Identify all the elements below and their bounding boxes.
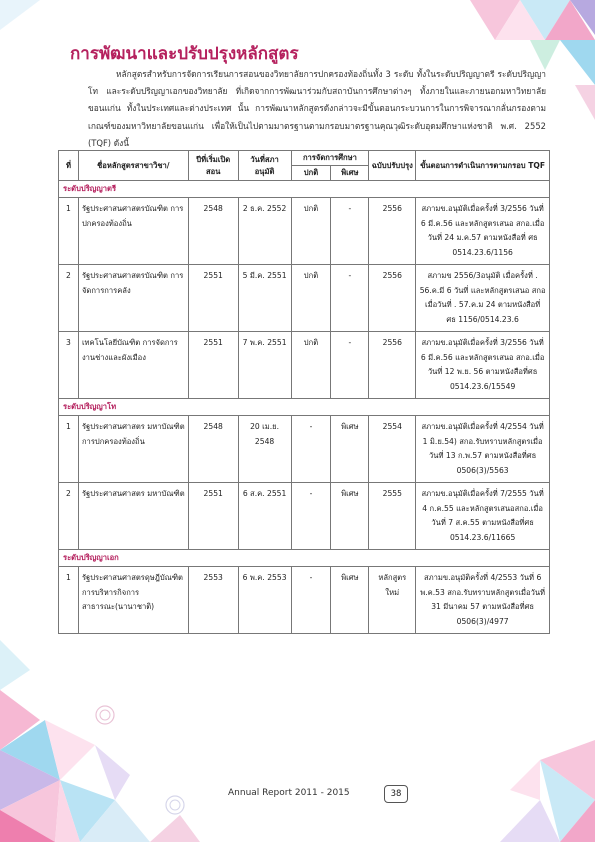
table-row [59, 198, 550, 265]
cell-start: 2551 [188, 483, 238, 550]
cell-name: รัฐประศาสนศาสตรบัณฑิต การจัดการการคลัง [78, 265, 188, 332]
cell-no: 1 [59, 567, 79, 634]
cell-revision: 2555 [369, 483, 416, 550]
page-title: การพัฒนาและปรับปรุงหลักสูตร [70, 44, 299, 64]
cell-approve: 6 พ.ค. 2553 [238, 567, 291, 634]
cell-normal: ปกติ [291, 198, 331, 265]
cell-special: - [331, 198, 369, 265]
cell-special: พิเศษ [331, 416, 369, 483]
section-label: ระดับปริญญาตรี [59, 181, 550, 198]
cell-approve: 7 พ.ค. 2551 [238, 332, 291, 399]
cell-process: สภามข.อนุมัติเมื่อครั้งที่ 3/2556 วันที่ 6 มี.ค.56 และหลักสูตรเสนอ สกอ.เมื่อวันที่ 24 ม.ค.57 ตามหนังสือที่ ศธ 0514.23.6/1156 [416, 198, 550, 265]
cell-approve: 20 เม.ย. 2548 [238, 416, 291, 483]
cell-no: 2 [59, 265, 79, 332]
header-process: ขั้นตอนการดำเนินการตามกรอบ TQF [416, 151, 550, 181]
cell-normal: ปกติ [291, 332, 331, 399]
cell-no: 3 [59, 332, 79, 399]
table-row [59, 265, 550, 332]
cell-process: สภามข.อนุมัติครั้งที่ 4/2553 วันที่ 6 พ.ค.53 สกอ.รับทราบหลักสูตรเมื่อวันที่ 31 มีนาคม 57 ตามหนังสือที่ศธ 0506(3)/4977 [416, 567, 550, 634]
header-special: พิเศษ [331, 166, 369, 181]
section-row-master [59, 399, 550, 416]
cell-special: - [331, 265, 369, 332]
cell-name: รัฐประศาสนศาสตรบัณฑิต การปกครองท้องถิ่น [78, 198, 188, 265]
header-mode: การจัดการศึกษา [291, 151, 369, 166]
table-row [59, 567, 550, 634]
section-label: ระดับปริญญาโท [59, 399, 550, 416]
cell-start: 2548 [188, 198, 238, 265]
cell-no: 1 [59, 416, 79, 483]
table-row [59, 332, 550, 399]
table-row [59, 416, 550, 483]
section-row-doctoral [59, 550, 550, 567]
header-normal: ปกติ [291, 166, 331, 181]
section-row-bachelor [59, 181, 550, 198]
cell-special: - [331, 332, 369, 399]
cell-approve: 5 มี.ค. 2551 [238, 265, 291, 332]
cell-start: 2551 [188, 265, 238, 332]
cell-revision: 2556 [369, 332, 416, 399]
cell-revision: หลักสูตรใหม่ [369, 567, 416, 634]
header-name: ชื่อหลักสูตรสาขาวิชา/ [78, 151, 188, 181]
header-revision: ฉบับปรับปรุง [369, 151, 416, 181]
curriculum-table [58, 150, 550, 634]
cell-normal: - [291, 483, 331, 550]
header-start: ปีที่เริ่มเปิดสอน [188, 151, 238, 181]
header-approve: วันที่สภาอนุมัติ [238, 151, 291, 181]
section-label: ระดับปริญญาเอก [59, 550, 550, 567]
page-number: 38 [384, 785, 408, 803]
cell-revision: 2556 [369, 198, 416, 265]
cell-name: รัฐประศาสนศาสตรดุษฎีบัณฑิต การบริหารกิจการสาธารณะ(นานาชาติ) [78, 567, 188, 634]
cell-no: 1 [59, 198, 79, 265]
cell-normal: - [291, 567, 331, 634]
cell-approve: 6 ส.ค. 2551 [238, 483, 291, 550]
cell-normal: - [291, 416, 331, 483]
cell-normal: ปกติ [291, 265, 331, 332]
cell-name: รัฐประศาสนศาสตร มหาบัณฑิต [78, 483, 188, 550]
cell-start: 2551 [188, 332, 238, 399]
cell-start: 2553 [188, 567, 238, 634]
cell-name: เทคโนโลยีบัณฑิต การจัดการงานช่างและผังเมือง [78, 332, 188, 399]
table-row [59, 483, 550, 550]
cell-process: สภามข.อนุมัติเมื่อครั้งที่ 3/2556 วันที่ 6 มี.ค.56 และหลักสูตรเสนอ สกอ.เมื่อวันที่ 12 พ.ย. 56 ตามหนังสือที่ศธ 0514.23.6/15549 [416, 332, 550, 399]
cell-start: 2548 [188, 416, 238, 483]
intro-paragraph: หลักสูตรสำหรับการจัดการเรียนการสอนของวิทยาลัยการปกครองท้องถิ่นทั้ง 3 ระดับ ทั้งในระดับปริญญาตรี ระดับปริญญาโท และระดับปริญญาเอกของวิทยาลัย ที่เกิดจากการพัฒนาร่วมกับสถาบันการศึกษาต่างๆ ทั้งภายในและภายนอกมหาวิทยาลัยขอนแก่น ทั้งในประเทศและต่างประเทศ นั้น การพัฒนาหลักสูตรดังกล่าวจะมีขั้นตอนกระบวนการในการพิจารณากลั่นกรองตามเกณฑ์ของมหาวิทยาลัยขอนแก่น เพื่อให้เป็นไปตามมาตรฐานตามกรอบมาตรฐานคุณวุฒิระดับอุดมศึกษาแห่งชาติ พ.ศ. 2552 (TQF) ดังนี้ [88, 69, 546, 148]
cell-revision: 2556 [369, 265, 416, 332]
footer-report-label: Annual Report 2011 - 2015 [228, 788, 350, 798]
cell-no: 2 [59, 483, 79, 550]
cell-special: พิเศษ [331, 567, 369, 634]
header-no: ที่ [59, 151, 79, 181]
cell-approve: 2 ธ.ค. 2552 [238, 198, 291, 265]
cell-process: สภามข 2556/3อนุมัติ เมื่อครั้งที่ . 56.ค.มี 6 วันที่ และหลักสูตรเสนอ สกอเมื่อวันที่ . 57.ค.ม 24 ตามหนังสือที่ ศธ 1156/0514.23.6 [416, 265, 550, 332]
cell-name: รัฐประศาสนศาสตร มหาบัณฑิต การปกครองท้องถิ่น [78, 416, 188, 483]
cell-process: สภามข.อนุมัติเมื่อครั้งที่ 4/2554 วันที่ 1 มิ.ย.54) สกอ.รับทราบหลักสูตรเมื่อวันที่ 13 ก.พ.57 ตามหนังสือที่ศธ 0506(3)/5563 [416, 416, 550, 483]
cell-revision: 2554 [369, 416, 416, 483]
table-header-row [59, 151, 550, 166]
cell-process: สภามข.อนุมัติเมื่อครั้งที่ 7/2555 วันที่ 4 ก.ค.55 และหลักสูตรเสนอสกอ.เมื่อวันที่ 7 ส.ค.55 ตามหนังสือที่ศธ 0514.23.6/11665 [416, 483, 550, 550]
cell-special: พิเศษ [331, 483, 369, 550]
